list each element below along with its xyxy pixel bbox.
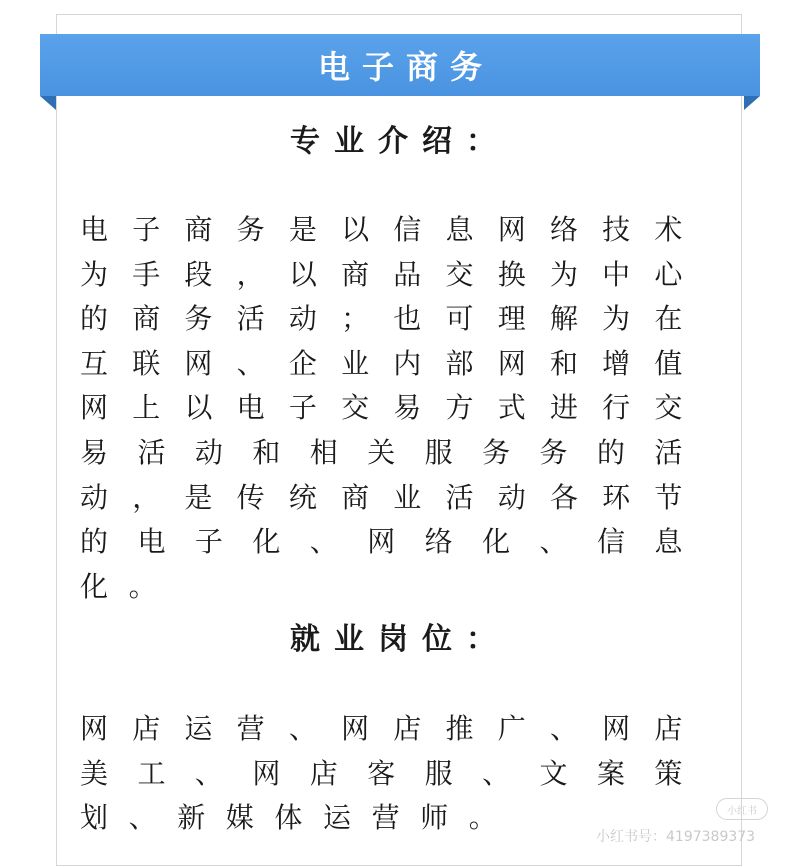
section-heading-jobs: 就业岗位： bbox=[290, 622, 510, 657]
section-heading-major-intro: 专业介绍： bbox=[290, 124, 510, 159]
watermark-text: 小红书号：4197389373 bbox=[596, 829, 756, 845]
banner-fold-right bbox=[744, 96, 760, 110]
section-body-major-intro: 电子商务是以信息网络技术为手段，以商品交换为中心的商务活动；也可理解为在互联网、企业内部网和增值网上以电子交易方式进行交易活动和相关服务务的活动，是传统商业活动各环节的电子化、网络化、信息化。 bbox=[80, 213, 703, 603]
title-banner bbox=[40, 34, 760, 96]
section-body-jobs: 网店运营、网店推广、网店美工、网店客服、文案策划、新媒体运营师。 bbox=[80, 712, 703, 835]
banner-fold-left bbox=[40, 96, 56, 110]
watermark-logo: 小红书 bbox=[716, 798, 768, 820]
banner-title: 电子商务 bbox=[317, 48, 494, 86]
